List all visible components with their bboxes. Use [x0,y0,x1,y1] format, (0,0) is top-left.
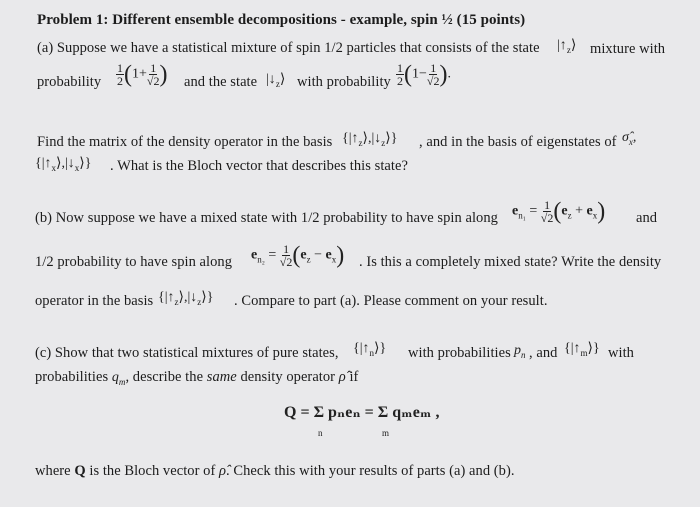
part-a-line-4 [110,157,408,175]
equation-text: Q = Σ pₙeₙ = Σ qₘeₘ , [284,404,440,421]
part-a-line1-end-text: mixture with [590,41,666,57]
part-c-line4-mid-text: is the Bloch vector of [89,463,216,479]
part-a-line1-text: (a) Suppose we have a statistical mixture of spin 1/2 particles that consists of the state [37,40,540,56]
part-b-line2-text: 1/2 probability to have spin along [35,254,233,270]
basis-z-b: $\{|↑_z⟩,|↓_z⟩\}$ [158,290,214,307]
part-a-and-state [184,73,257,91]
part-b-line1-text: (b) Now suppose we have a mixed state with 1/2 probability to have spin along [35,210,498,226]
problem-title-text: Problem 1: Different ensemble decompositions [37,12,337,28]
basis-x: $\{|↑_x⟩,|↓_x⟩\}$ [35,156,92,173]
part-c-with [608,344,634,362]
part-c-line1-mid-text: with probabilities [408,345,511,361]
set-up-n: $\{|↑_n⟩\}$ [353,341,387,358]
sum-index-n: n [318,428,323,438]
e-n2-expression: $e_{n_2}$ = $\frac{1}{√2}$ $(e_z - e_x)$ [251,242,345,269]
part-b-line3-end-text: . Compare to part (a). Please comment on your result. [234,293,548,309]
part-c-line4-end-text: . Check this with your results of parts (a) and (b). [226,463,515,479]
e-n1-expression: $e_{n_1}$ = $\frac{1}{√2}$ $(e_z + e_x)$ [512,198,606,225]
part-c-and-text: , and [529,345,558,361]
part-a-with-probability [297,73,391,91]
rho-hat: ρ̂ [338,369,346,385]
q-m: $q_m$ [111,370,126,387]
ket-down-z: $|↓_z⟩$ [266,72,286,89]
part-c-where-text: where [35,463,71,479]
bloch-q: Q [74,463,86,479]
part-a-line3-end-text: , and in the basis of eigenstates of [419,134,617,150]
probability-word: probability [37,74,102,90]
part-b-line3-text: operator in the basis [35,293,154,309]
bloch-equation [284,402,440,422]
and-state-text: and the state [184,74,258,90]
part-a-line-1-end [590,40,665,58]
ket-up-z: $|↑_z⟩$ [557,38,577,55]
sigma-x: $\sigmâ_x$, [622,130,637,147]
part-c-line1-end-text: with [608,345,634,361]
part-c-line1-text: (c) Show that two statistical mixtures of pure states, [35,345,339,361]
part-b-line-2-end [359,253,661,271]
part-b-line2-end-text: . Is this a completely mixed state? Write the density [359,254,662,270]
basis-z: $\{|↑_z⟩,|↓_z⟩\}$ [342,131,398,148]
prob-expression-2: $\frac{1}{2}$ (1− $\frac{1}{√2}$ ). [397,61,451,88]
p-n: $p_n$ [514,343,526,360]
part-c-with-probabilities [408,344,511,362]
part-c-line2-mid-text: , describe the [125,369,204,385]
sum-index-m: m [382,428,390,438]
part-c-line-1 [35,344,339,362]
part-c-line-2 [35,368,358,391]
same-word: same [206,369,237,385]
part-b-line-2 [35,253,232,271]
part-c-line2-end-text: density operator [240,369,336,385]
part-c-if-text: if [349,369,359,385]
part-b-line-3 [35,292,153,310]
part-a-line3-text: Find the matrix of the density operator in the basis [37,134,333,150]
part-a-line-3 [37,133,332,151]
with-probability-text: with probability [297,74,391,90]
set-up-m: $\{|↑_m⟩\}$ [564,341,600,358]
rho-hat-2: ρ̂ [219,463,227,479]
part-a-line-1 [37,39,540,57]
part-b-line-1 [35,209,498,227]
part-c-line-4 [35,462,515,480]
part-b-line-3-end [234,292,548,310]
problem-subtitle-text: - example, spin ½ (15 points) [340,12,526,28]
problem-title [37,11,525,29]
part-a-line-2-probability [37,73,101,91]
prob-expression-1: $\frac{1}{2}$ (1+ $\frac{1}{√2}$ ) [117,61,168,88]
part-c-line2-text: probabilities [35,369,109,385]
part-b-line-1-end [636,209,657,227]
part-a-line-3-end [419,133,617,151]
part-b-line1-end-text: and [636,210,658,226]
part-a-line4-text: . What is the Bloch vector that describes this state? [110,158,408,174]
part-c-and [529,344,557,362]
